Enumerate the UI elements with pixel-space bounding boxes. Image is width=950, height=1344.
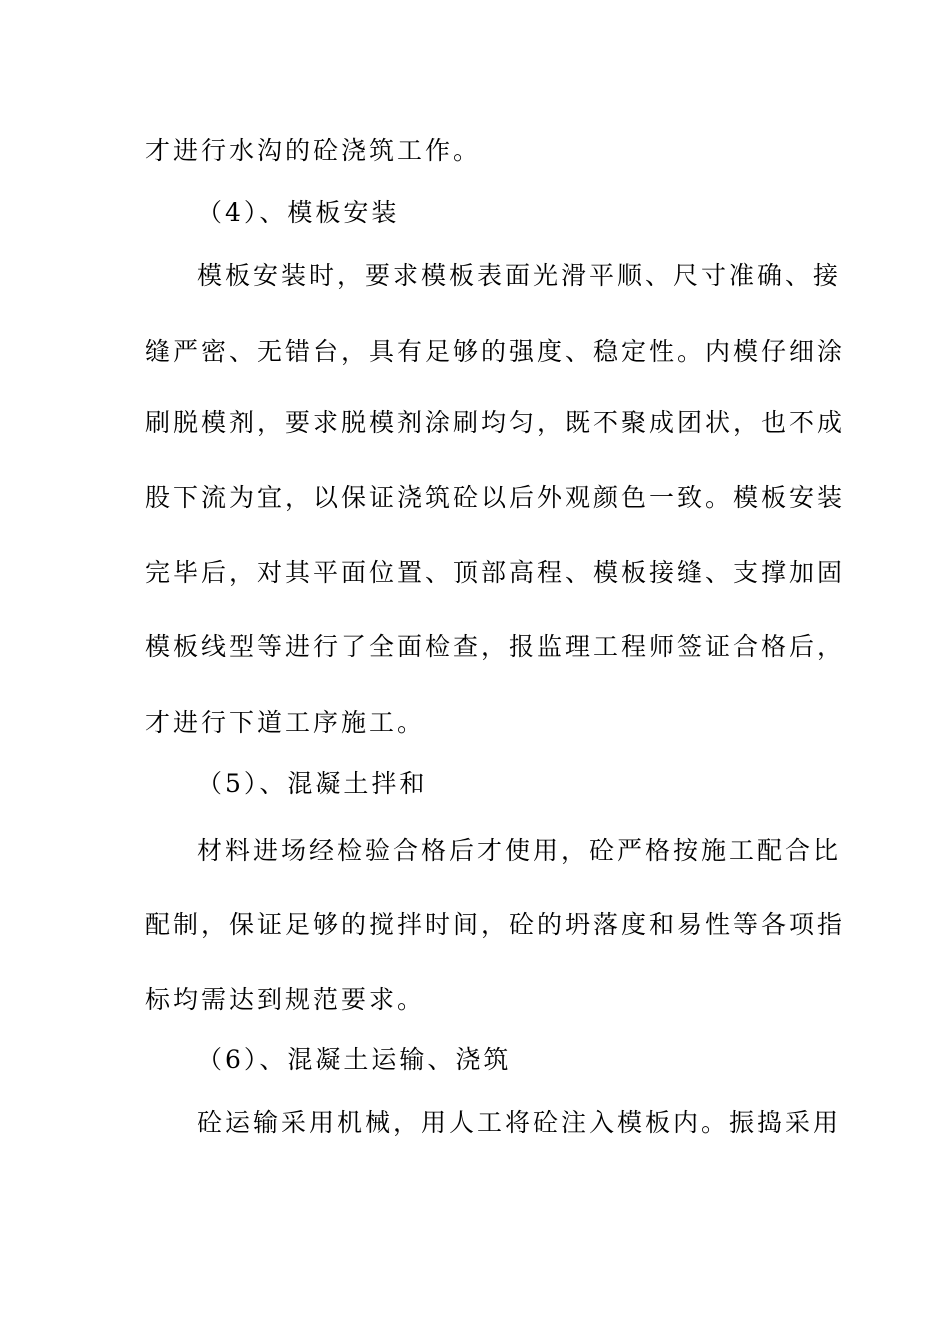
paragraph-first-line: 砼运输采用机械，用人工将砼注入模板内。振捣采用 <box>197 1108 842 1137</box>
text-line: 缝严密、无错台，具有足够的强度、稳定性。内模仔细涂 <box>145 337 846 366</box>
text-line: 模板线型等进行了全面检查，报监理工程师签证合格后， <box>145 632 846 661</box>
text-line: 才进行下道工序施工。 <box>145 708 426 737</box>
section-heading: （5）、混凝土拌和 <box>197 769 428 798</box>
text-line: 配制，保证足够的搅拌时间，砼的坍落度和易性等各项指 <box>145 910 846 939</box>
text-line: 标均需达到规范要求。 <box>145 985 426 1014</box>
section-heading: （6）、混凝土运输、浇筑 <box>197 1045 512 1074</box>
paragraph-first-line: 材料进场经检验合格后才使用，砼严格按施工配合比 <box>197 836 842 865</box>
section-heading: （4）、模板安装 <box>197 198 400 227</box>
text-line: 刷脱模剂，要求脱模剂涂刷均匀，既不聚成团状，也不成 <box>145 408 846 437</box>
paragraph-first-line: 模板安装时，要求模板表面光滑平顺、尺寸准确、接 <box>197 261 842 290</box>
text-line: 完毕后，对其平面位置、顶部高程、模板接缝、支撑加固 <box>145 558 846 587</box>
text-line: 股下流为宜，以保证浇筑砼以后外观颜色一致。模板安装 <box>145 483 846 512</box>
text-line: 才进行水沟的砼浇筑工作。 <box>145 136 482 165</box>
